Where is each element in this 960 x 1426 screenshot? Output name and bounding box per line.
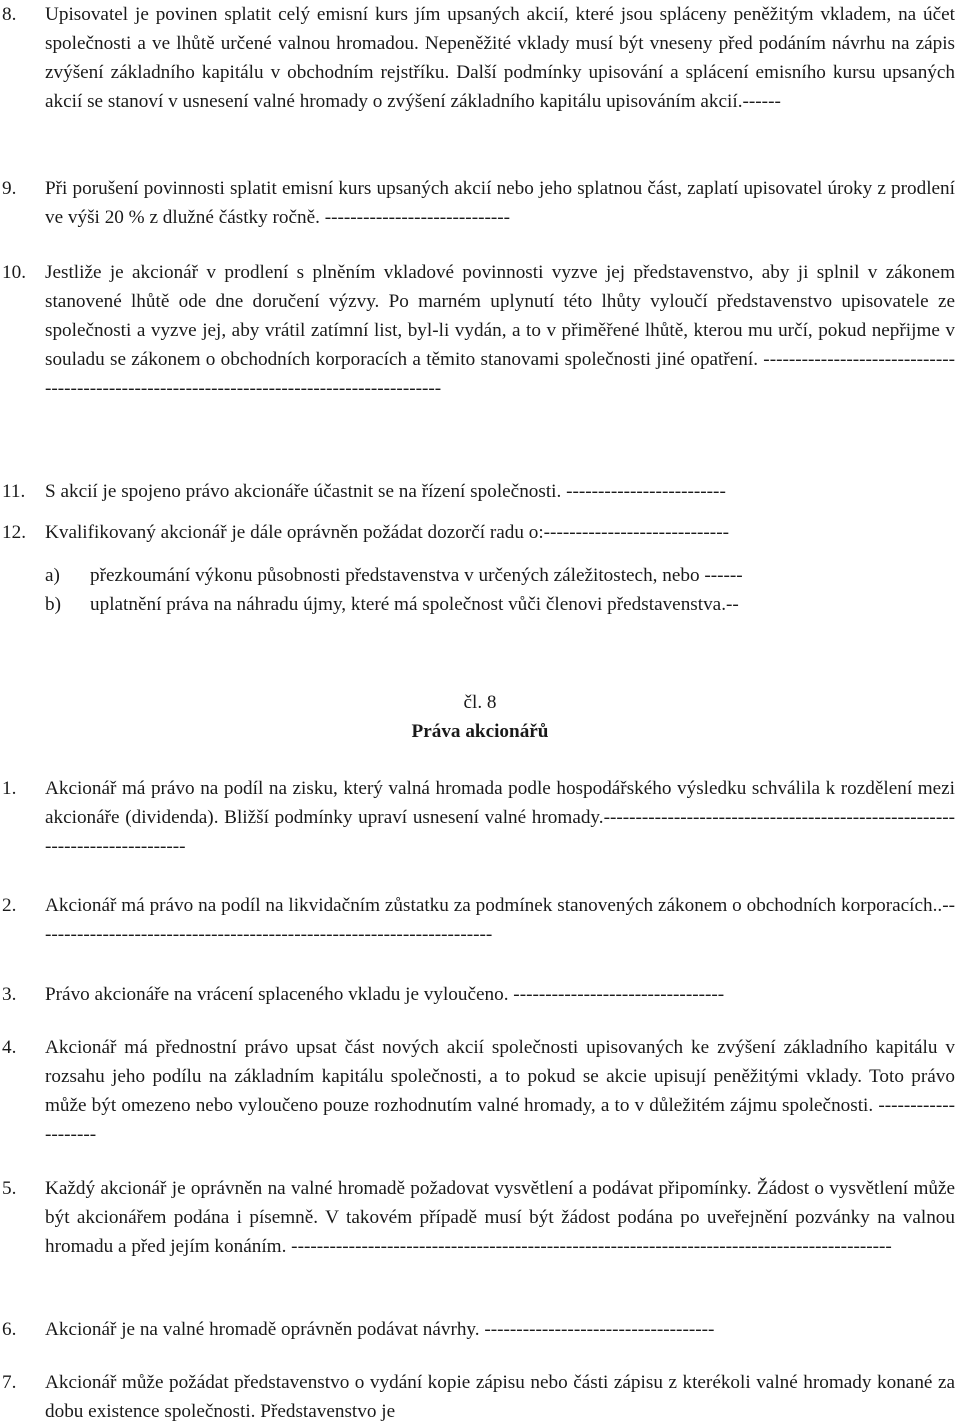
article-title: Práva akcionářů	[411, 721, 549, 742]
list-item-text: Akcionář má právo na podíl na zisku, který valná hromada podle hospodářského výsledku schválila k rozdělení mezi akcionáře (dividenda). Bližší podmínky upraví usnesení valné hromady.-----------------------------------------------------------------------------	[45, 778, 955, 857]
list-item-number: 9.	[2, 178, 17, 199]
list-item-text: Kvalifikovaný akcionář je dále oprávněn požádat dozorčí radu o:-----------------------------	[45, 522, 729, 543]
list-item-number: 8.	[2, 4, 17, 25]
list-item-text: Akcionář má přednostní právo upsat část nových akcií společnosti upisovaných ke zvýšení základního kapitálu v rozsahu jeho podílu na základním kapitálu společnosti, a to pokud se akcie upisují peněžitými vklady. Toto právo může být omezeno nebo vyloučeno pouze rozhodnutím valné hromady, a to v důležitém zájmu společnosti. --------------------	[45, 1037, 955, 1145]
list-item-text: S akcií je spojeno právo akcionáře účastnit se na řízení společnosti. -------------------------	[45, 481, 726, 502]
list-item-number: 10.	[2, 262, 26, 283]
list-item-number: 1.	[2, 778, 17, 799]
list-item-text: Akcionář může požádat představenstvo o vydání kopie zápisu nebo části zápisu z kterékoli valné hromady konané za dobu existence společnosti. Představenstvo je	[45, 1372, 955, 1422]
list-item-number: 12.	[2, 522, 26, 543]
list-item-number: 4.	[2, 1037, 17, 1058]
sub-list-text: uplatnění práva na náhradu újmy, které má společnost vůči členovi představenstva.--	[90, 594, 739, 615]
list-item-number: 6.	[2, 1319, 17, 1340]
sub-list-label: a)	[45, 565, 60, 586]
list-item-number: 3.	[2, 984, 17, 1005]
list-item-number: 7.	[2, 1372, 17, 1393]
list-item-number: 11.	[2, 481, 26, 502]
list-item-text: Právo akcionáře na vrácení splaceného vkladu je vyloučeno. ---------------------------------	[45, 984, 725, 1005]
list-item-number: 5.	[2, 1178, 17, 1199]
article-number: čl. 8	[463, 692, 497, 713]
list-item-text: Každý akcionář je oprávněn na valné hromadě požadovat vysvětlení a podávat připomínky. Žádost o vysvětlení může být akcionářem podána i písemně. V takovém případě musí být žádost podána po uveřejnění pozvánky na valnou hromadu a před jejím konáním. ----------------------------------------------------------------------------------------------	[45, 1178, 955, 1257]
list-item-text: Akcionář je na valné hromadě oprávněn podávat návrhy. ------------------------------------	[45, 1319, 715, 1340]
list-item-text: Upisovatel je povinen splatit celý emisní kurs jím upsaných akcií, které jsou spláceny peněžitým vkladem, na účet společnosti a ve lhůtě určené valnou hromadou. Nepeněžité vklady musí být vneseny před podáním návrhu na zápis zvýšení základního kapitálu v obchodním rejstříku. Další podmínky upisování a splácení emisního kursu upsaných akcií se stanoví v usnesení valné hromady o zvýšení základního kapitálu upisováním akcií.------	[45, 4, 955, 112]
sub-list-label: b)	[45, 594, 61, 615]
sub-list-text: přezkoumání výkonu působnosti představenstva v určených záležitostech, nebo ------	[90, 565, 743, 586]
list-item-text: Při porušení povinnosti splatit emisní kurs upsaných akcií nebo jeho splatnou část, zaplatí upisovatel úroky z prodlení ve výši 20 % z dlužné částky ročně. -----------------------------	[45, 178, 955, 228]
list-item-text: Jestliže je akcionář v prodlení s plněním vkladové povinnosti vyzve jej představenstvo, aby ji splnil v zákonem stanovené lhůtě ode dne doručení výzvy. Po marném uplynutí této lhůty vyloučí představenstvo upisovatele ze společnosti a vyzve jej, aby vrátil zatímní list, byl-li vydán, a to v přiměřené lhůtě, kterou mu určí, pokud nepřijme v souladu se zákonem o obchodních korporacích a těmito stanovami společnosti jiné opatření. --------------------------------------------------------------------------------------------	[45, 262, 955, 399]
list-item-text: Akcionář má právo na podíl na likvidačním zůstatku za podmínek stanovených zákonem o obchodních korporacích..------------------------------------------------------------------------	[45, 895, 955, 945]
list-item-number: 2.	[2, 895, 17, 916]
